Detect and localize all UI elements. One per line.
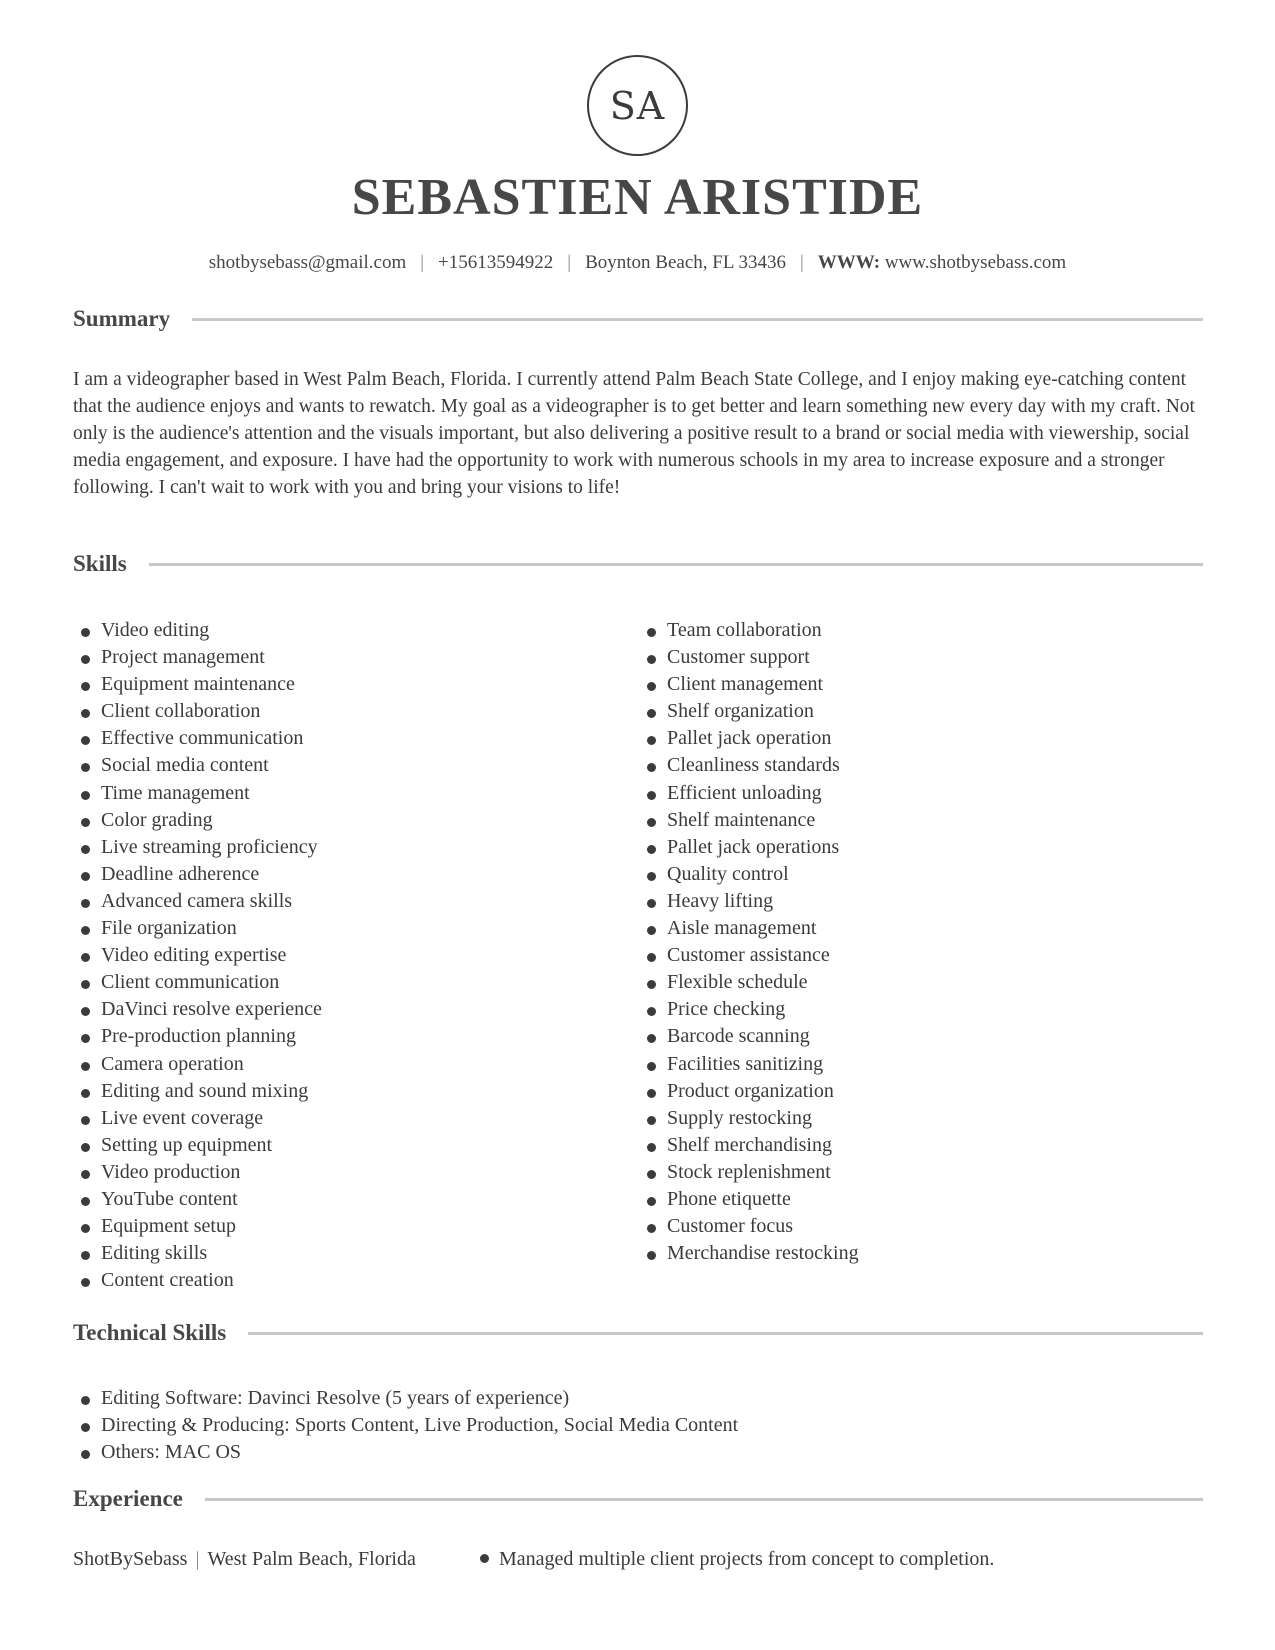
contact-line: [0, 252, 1275, 274]
skill-item: Effective communication: [73, 725, 322, 752]
email-link[interactable]: shotbysebass@gmail.com: [208, 252, 407, 273]
skill-item: YouTube content: [73, 1186, 322, 1213]
skill-item: Quality control: [639, 861, 859, 888]
skill-item: Merchandise restocking: [639, 1240, 859, 1267]
skill-item: Time management: [73, 780, 322, 807]
section-divider: [149, 563, 1203, 566]
skill-item: Editing and sound mixing: [73, 1078, 322, 1105]
technical-skills-heading: [73, 1318, 1203, 1348]
skill-item: Video production: [73, 1159, 322, 1186]
separator: |: [799, 252, 804, 273]
skill-item: Video editing expertise: [73, 942, 322, 969]
skill-item: Social media content: [73, 752, 322, 779]
skill-item: Pallet jack operation: [639, 725, 859, 752]
candidate-name: SEBASTIEN ARISTIDE: [351, 169, 924, 226]
skill-item: Advanced camera skills: [73, 888, 322, 915]
skill-item: Color grading: [73, 807, 322, 834]
monogram-badge: SA: [587, 55, 688, 156]
skill-item: Setting up equipment: [73, 1132, 322, 1159]
skill-item: Stock replenishment: [639, 1159, 859, 1186]
company-name: ShotBySebass: [73, 1548, 188, 1570]
technical-skills-list: [73, 1385, 738, 1466]
section-divider: [205, 1498, 1203, 1501]
skill-item: Shelf organization: [639, 698, 859, 725]
skill-item: Shelf maintenance: [639, 807, 859, 834]
skill-item: Supply restocking: [639, 1105, 859, 1132]
technical-skill-item: Editing Software: Davinci Resolve (5 years of experience): [73, 1385, 738, 1412]
company-location: West Palm Beach, Florida: [207, 1548, 416, 1570]
skill-item: Aisle management: [639, 915, 859, 942]
summary-text: I am a videographer based in West Palm Beach, Florida. I currently attend Palm Beach State College, and I enjoy making eye-catching content that the audience enjoys and wants to rewatch. My goal as a videographer is to get better and learn something new every day with my craft. Not only is the audience's attention and the visuals important, but also delivering a positive result to a brand or social media with viewership, social media engagement, and exposure. I have had the opportunity to work with numerous schools in my area to increase exposure and a stronger following. I can't wait to work with you and bring your visions to life!: [73, 369, 1195, 498]
section-divider: [192, 318, 1203, 321]
skills-title: Skills: [73, 551, 127, 576]
skill-item: Shelf merchandising: [639, 1132, 859, 1159]
skill-item: Client collaboration: [73, 698, 322, 725]
skill-item: Client management: [639, 671, 859, 698]
experience-title: Experience: [73, 1486, 183, 1511]
skill-item: Phone etiquette: [639, 1186, 859, 1213]
skill-item: Team collaboration: [639, 617, 859, 644]
technical-skills-title: Technical Skills: [73, 1320, 227, 1345]
website-link[interactable]: www.shotbysebass.com: [884, 252, 1067, 273]
skill-item: Price checking: [639, 996, 859, 1023]
skill-item: Equipment maintenance: [73, 671, 322, 698]
skill-item: Customer focus: [639, 1213, 859, 1240]
skill-item: DaVinci resolve experience: [73, 996, 322, 1023]
skill-item: Pre-production planning: [73, 1023, 322, 1050]
skills-list-right: [639, 617, 859, 1267]
skill-item: Product organization: [639, 1078, 859, 1105]
skill-item: Customer assistance: [639, 942, 859, 969]
website-label: WWW:: [817, 252, 881, 273]
skill-item: Video editing: [73, 617, 322, 644]
skill-item: Live streaming proficiency: [73, 834, 322, 861]
skills-heading: [73, 549, 1203, 579]
skill-item: Camera operation: [73, 1051, 322, 1078]
skill-item: Heavy lifting: [639, 888, 859, 915]
experience-entry: [73, 1548, 1203, 1571]
experience-heading: [73, 1484, 1203, 1514]
skill-item: Project management: [73, 644, 322, 671]
technical-skill-item: Directing & Producing: Sports Content, Live Production, Social Media Content: [73, 1412, 738, 1439]
skill-item: Flexible schedule: [639, 969, 859, 996]
phone-number: +15613594922: [438, 252, 554, 273]
summary-title: Summary: [73, 306, 171, 331]
skill-item: Live event coverage: [73, 1105, 322, 1132]
skill-item: Editing skills: [73, 1240, 322, 1267]
summary-heading: [73, 304, 1203, 334]
skill-item: Client communication: [73, 969, 322, 996]
experience-bullet: Managed multiple client projects from concept to completion.: [480, 1548, 994, 1571]
skill-item: Equipment setup: [73, 1213, 322, 1240]
skill-item: File organization: [73, 915, 322, 942]
location-text: Boynton Beach, FL 33436: [585, 252, 786, 273]
skill-item: Customer support: [639, 644, 859, 671]
skill-item: Deadline adherence: [73, 861, 322, 888]
section-divider: [248, 1332, 1203, 1335]
skill-item: Facilities sanitizing: [639, 1051, 859, 1078]
skill-item: Content creation: [73, 1267, 322, 1294]
separator: |: [567, 252, 572, 273]
skill-item: Cleanliness standards: [639, 752, 859, 779]
technical-skill-item: Others: MAC OS: [73, 1439, 738, 1466]
separator: |: [420, 252, 425, 273]
skill-item: Efficient unloading: [639, 780, 859, 807]
skills-list-left: [73, 617, 322, 1294]
skill-item: Barcode scanning: [639, 1023, 859, 1050]
separator: |: [195, 1548, 200, 1570]
skill-item: Pallet jack operations: [639, 834, 859, 861]
